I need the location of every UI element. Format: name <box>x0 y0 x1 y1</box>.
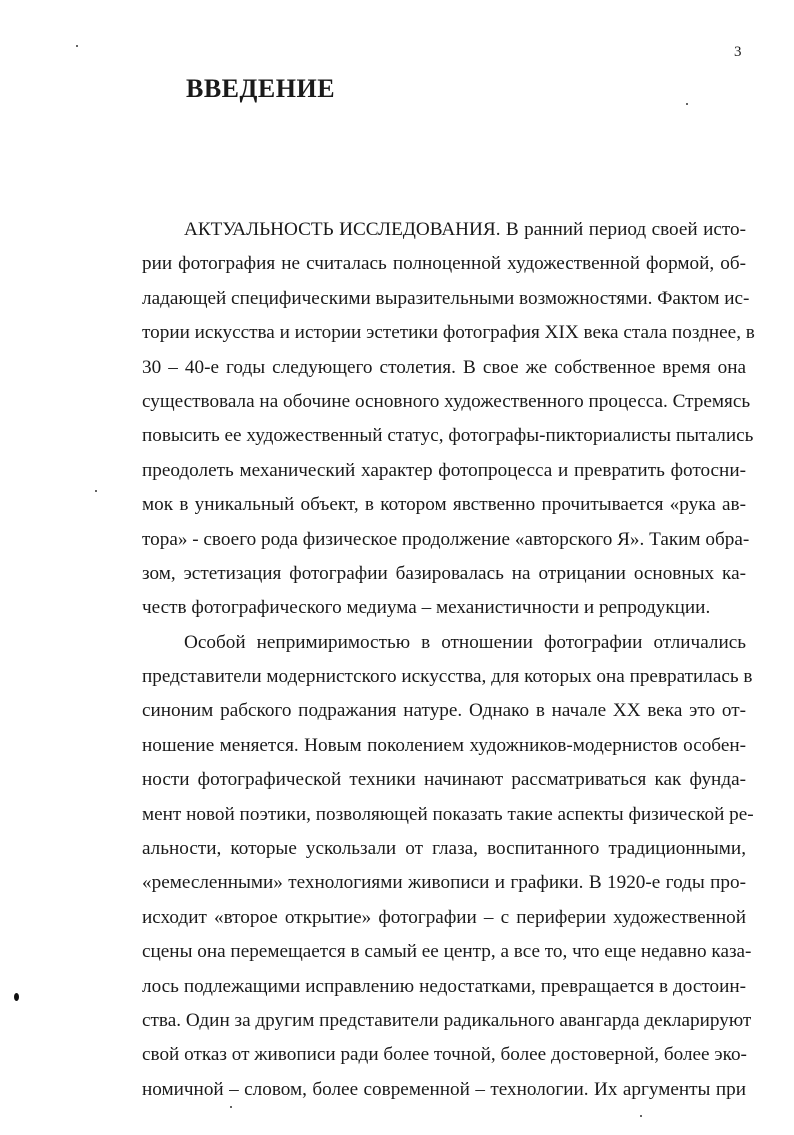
text-line: номичной – словом, более современной – технологии. Их аргументы при <box>142 1078 746 1100</box>
scan-speck <box>230 1106 232 1108</box>
text-line: Особой непримиримостью в отношении фотографии отличались <box>184 631 746 653</box>
text-line: рии фотография не считалась полноценной художественной формой, об- <box>142 253 746 275</box>
text-line: «ремесленными» технологиями живописи и графики. В 1920-е годы про- <box>142 872 746 894</box>
text-line: синоним рабского подражания натуре. Однако в начале XX века это от- <box>142 700 746 722</box>
text-line: зом, эстетизация фотографии базировалась на отрицании основных ка- <box>142 562 746 584</box>
scan-speck <box>640 1115 642 1117</box>
scan-speck <box>686 103 688 105</box>
text-line: свой отказ от живописи ради более точной, более достоверной, более эко- <box>142 1044 747 1066</box>
text-line: преодолеть механический характер фотопроцесса и превратить фотосни- <box>142 459 746 481</box>
scan-speck <box>14 993 19 1001</box>
text-line: ства. Один за другим представители радикального авангарда декларируют <box>142 1009 752 1031</box>
text-line: ладающей специфическими выразительными возможностями. Фактом ис- <box>142 287 750 309</box>
text-line: повысить ее художественный статус, фотографы-пикториалисты пытались <box>142 425 754 447</box>
text-line: мок в уникальный объект, в котором явственно прочитывается «рука ав- <box>142 494 746 516</box>
scan-speck <box>76 45 78 47</box>
text-line: ности фотографической техники начинают рассматриваться как фунда- <box>142 769 746 791</box>
text-line: существовала на обочине основного художественного процесса. Стремясь <box>142 390 751 412</box>
text-line: сцены она перемещается в самый ее центр, а все то, что еще недавно каза- <box>142 941 752 963</box>
text-line: альности, которые ускользали от глаза, воспитанного традиционными, <box>142 838 746 860</box>
chapter-heading: ВВЕДЕНИЕ <box>186 74 336 103</box>
text-line: исходит «второе открытие» фотографии – с периферии художественной <box>142 906 746 928</box>
text-line: мент новой поэтики, позволяющей показать такие аспекты физической ре- <box>142 803 754 825</box>
text-line: АКТУАЛЬНОСТЬ ИССЛЕДОВАНИЯ. В ранний период своей исто- <box>184 219 746 240</box>
scan-speck <box>95 490 97 492</box>
text-line: тории искусства и истории эстетики фотография XIX века стала позднее, в <box>142 322 755 344</box>
text-line: представители модернистского искусства, для которых она превратилась в <box>142 666 753 688</box>
text-line: ношение меняется. Новым поколением художников-модернистов особен- <box>142 734 746 756</box>
text-line: 30 – 40-е годы следующего столетия. В свое же собственное время она <box>142 356 746 378</box>
text-line: тора» - своего рода физическое продолжение «авторского Я». Таким обра- <box>142 528 750 550</box>
page-number: 3 <box>734 44 742 60</box>
text-line: честв фотографического медиума – механистичности и репродукции. <box>142 597 711 619</box>
text-line: лось подлежащими исправлению недостатками, превращается в достоин- <box>142 975 746 997</box>
body-text <box>142 213 755 1107</box>
